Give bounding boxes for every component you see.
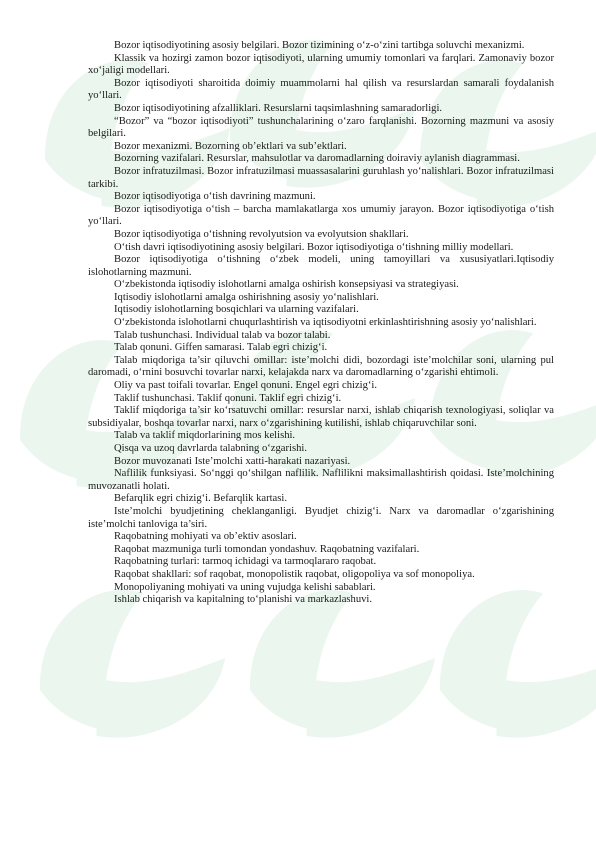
list-item: Raqobatning turlari: tarmoq ichidagi va tarmoqlararo raqobat.: [114, 556, 377, 568]
list-item: Iste’molchi byudjetining cheklanganligi. Byudjet chizig‘i. Narx va daromadlar o‘zgarishining iste’molchi tanloviga ta’siri.: [88, 505, 554, 530]
list-item: Bozor iqtisodiyotining asosiy belgilari. Bozor tizimining o‘z-o‘zini tartibga soluvchi mexanizmi.: [114, 40, 525, 51]
list-item: Naflilik funksiyasi. So‘nggi qo‘shilgan naflilik. Naflilikni maksimallashtirish qoidasi. Iste’molchining muvozanatli holati.: [88, 468, 554, 492]
list-item: Raqobatning mohiyati va ob’ektiv asoslari.: [114, 531, 297, 543]
list-item: Bozor iqtisodiyotiga o‘tish – barcha mamlakatlarga xos umumiy jarayon. Bozor iqtisodiyotiga o‘tish yo‘llari.: [88, 203, 554, 228]
list-item: Bozor iqtisodiyotiga o‘tishning o‘zbek modeli, uning tamoyillari va xususiyatlari.Iqtisodiy islohotlarning mazmuni.: [88, 254, 554, 278]
list-item: Bozor muvozanati Iste’molchi xatti-harakati nazariyasi.: [114, 455, 351, 467]
list-item: Bozor iqtisodiyotiga o‘tish davrining mazmuni.: [114, 191, 316, 203]
list-item: Bozorning vazifalari. Resurslar, mahsulotlar va daromadlarning doiraviy aylanish diagrammasi.: [114, 153, 520, 165]
list-item: Raqobat mazmuniga turli tomondan yondashuv. Raqobatning vazifalari.: [114, 543, 420, 555]
list-item: Iqtisodiy islohotlarning bosqichlari va ularning vazifalari.: [114, 304, 359, 316]
list-item: Talab miqdoriga ta’sir qiluvchi omillar: iste’molchi didi, bozordagi iste’molchilar soni, ularning pul daromadi, o‘rnini bosuvchi tovarlar narxi, kelajakda narx va daromadlarning o‘zgarishi ehtimoli.: [88, 354, 554, 379]
list-item: Monopoliyaning mohiyati va uning vujudga kelishi sabablari.: [114, 581, 376, 593]
list-item: Bozor iqtisodiyoti sharoitida doimiy muammolarni hal qilish va resurslardan samarali foydalanish yo‘llari.: [88, 77, 554, 102]
list-item: Bozor infratuzilmasi. Bozor infratuzilmasi muassasalarini guruhlash yo‘nalishlari. Bozor infratuzilmasi tarkibi.: [88, 165, 554, 190]
list-item: Taklif tushunchasi. Taklif qonuni. Taklif egri chizig‘i.: [114, 392, 342, 404]
list-item: Qisqa va uzoq davrlarda talabning o‘zgarishi.: [114, 443, 307, 454]
list-item: Befarqlik egri chizig‘i. Befarqlik kartasi.: [114, 493, 287, 505]
list-item: Iqtisodiy islohotlarni amalga oshirishning asosiy yo‘nalishlari.: [114, 291, 379, 303]
list-item: Talab va taklif miqdorlarining mos kelishi.: [114, 430, 296, 442]
list-item: Bozor iqtisodiyotiga o‘tishning revolyutsion va evolyutsion shakllari.: [114, 228, 409, 240]
list-item: Raqobat shakllari: sof raqobat, monopolistik raqobat, oligopoliya va sof monopoliya.: [114, 568, 475, 580]
list-item: “Bozor” va “bozor iqtisodiyoti” tushunchalarining o‘zaro farqlanishi. Bozorning mazmuni va asosiy belgilari.: [88, 115, 554, 140]
list-item: O‘zbekistonda iqtisodiy islohotlarni amalga oshirish konsepsiyasi va strategiyasi.: [114, 279, 459, 291]
document-body: [88, 40, 554, 607]
list-item: Oliy va past toifali tovarlar. Engel qonuni. Engel egri chizig‘i.: [114, 380, 378, 392]
list-item: Bozor mexanizmi. Bozorning ob’ektlari va sub’ektlari.: [114, 140, 347, 152]
list-item: O‘zbekistonda islohotlarni chuqurlashtirish va iqtisodiyotni erkinlashtirishning asosiy yo‘nalishlari.: [114, 317, 537, 329]
list-item: Ishlab chiqarish va kapitalning to‘planishi va markazlashuvi.: [114, 594, 373, 606]
list-item: Taklif miqdoriga ta’sir ko‘rsatuvchi omillar: resurslar narxi, ishlab chiqarish texnologiyasi, soliqlar va subsidiyalar, boshqa tovarlar narxi, narx o‘zgarishining kutilishi, ishlab chiqaruvchilar soni.: [88, 405, 554, 429]
list-item: Klassik va hozirgi zamon bozor iqtisodiyoti, ularning umumiy tomonlari va farqlari. Zamonaviy bozor xo‘jaligi modellari.: [88, 52, 554, 77]
list-item: O‘tish davri iqtisodiyotining asosiy belgilari. Bozor iqtisodiyotiga o‘tishning milliy modellari.: [114, 241, 514, 253]
list-item: Bozor iqtisodiyotining afzalliklari. Resurslarni taqsimlashning samaradorligi.: [114, 102, 443, 114]
list-item: Talab qonuni. Giffen samarasi. Talab egri chizig‘i.: [114, 342, 328, 354]
list-item: Talab tushunchasi. Individual talab va bozor talabi.: [114, 329, 331, 341]
